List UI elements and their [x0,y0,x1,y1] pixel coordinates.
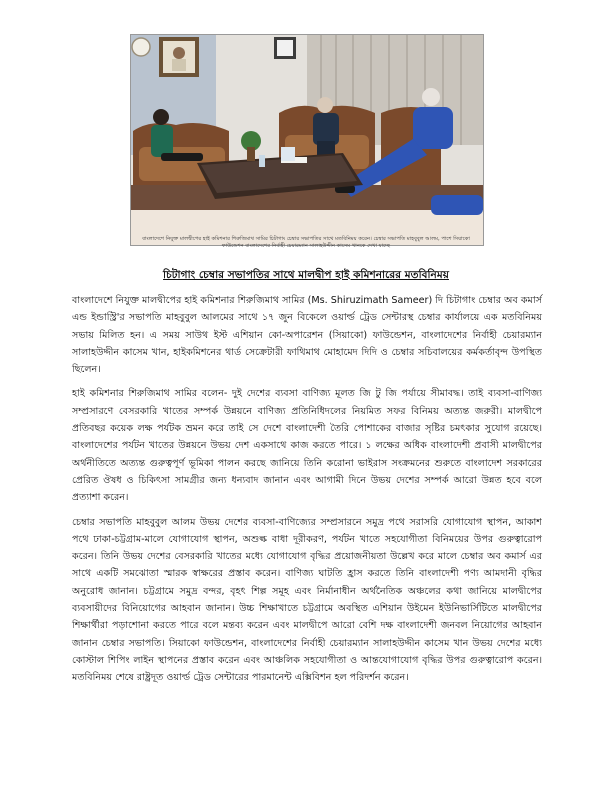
meeting-photo [130,34,484,246]
article-body [72,292,542,694]
meeting-photo-icon [131,35,483,245]
article-headline-text: চিটাগাং চেম্বার সভাপতির সাথে মালদ্বীপ হাই কমিশনারের মতবিনিময় [163,269,449,281]
body-paragraph: হাই কমিশনার শিরুজিমাথ সামির বলেন- দুই দেশের ব্যবসা বাণিজ্য মূলত জি টু জি পর্যায়ে সীমাবদ্ধ। তাই ব্যবসা-বাণিজ্য সম্প্রসারণে বেসরকারি খাতের সম্পর্ক উন্নয়নে বাণিজ্য প্রতিনিধিদলের নিয়মিত সফর বিনিময় অত্যন্ত জরুরী। মালদ্বীপে প্রতিবছর কয়েক লক্ষ পর্যটক ভ্রমন করে তাই সে দেশে বাংলাদেশী তৈরি পোশাকের বাজার সৃষ্টির চমৎকার সুযোগ রয়েছে। বাংলাদেশের পর্যটন খাতের উন্নয়নে উভয় দেশ একসাথে কাজ করতে পারে। ১ লক্ষের অধিক বাংলাদেশী প্রবাসী মালদ্বীপের অর্থনীতিতে অত্যন্ত গুরুত্বপূর্ণ ভূমিকা পালন করছে জানিয়ে তিনি করোনা ভাইরাস সংক্রমনের শুরুতে বাংলাদেশ সরকারের প্রেরিত ঔষধ ও চিকিৎসা সামগ্রীর জন্য ধন্যবাদ জানান এবং আগামী দিনে উভয় দেশের সম্পর্ক আরো উন্নত হবে বলে প্রত্যাশা করেন। [72,388,542,504]
body-paragraph: চেম্বার সভাপতি মাহবুবুল আলম উভয় দেশের ব্যবসা-বাণিজ্যের সম্প্রসারনে সমুদ্র পথে সরাসরি যোগাযোগ স্থাপন, আকাশ পথে ঢাকা-চট্টগ্রাম-মালে যোগাযোগ স্থাপন, অশুল্ক বাধা দূরীকরণ, পর্যটন খাতে সহযোগীতা বিনিময়ের উপর গুরুত্বারোপ করেন। তিনি উভয় দেশের বেসরকারি খাতের মধ্যে যোগাযোগ বৃদ্ধির প্রয়োজনীয়তা উল্লেখ করে মালে চেম্বার অব কমার্স এর সাথে একটি সমঝোতা স্মারক স্বাক্ষরের প্রস্তাব করেন। বাণিজ্য ঘাটতি হ্রাস করতে তিনি বাংলাদেশী পণ্য আমদানী বৃদ্ধির অনুরোধ জানান। চট্টগ্রামে সমুদ্র বন্দর, বৃহৎ শিল্প সমূহ এবং নির্মানাধীন অর্থনৈতিক অঞ্চলের কথা জানিয়ে মালদ্বীপের ব্যবসায়ীদের বিনিয়োগের আহবান জানান। উচ্চ শিক্ষাখাতে চট্টগ্রামে অবস্থিত এশিয়ান উইমেন ইউনিভার্সিটিতে মালদ্বীপের শিক্ষার্থীরা পড়াশোনা করতে পারে বলে মন্তব্য করেন এবং মালদ্বীপে আরো বেশি দক্ষ বাংলাদেশী জনবল নিয়োগের আহবান জানান চেম্বার সভাপতি। সিয়াকো ফাউন্ডেশন, বাংলাদেশের নির্বাহী চেয়ারম্যান সালাহউদ্দীন কাসেম খান উভয় দেশের মধ্যে কোস্টাল শিপিং লাইন স্থাপনের প্রস্তাব করেন এবং আঞ্চলিক সহযোগীতা ও আন্তযোগাযোগ বৃদ্ধির উপর গুরুত্বারোপ করেন। মতবিনিময় শেষে রাষ্ট্রদূত ওয়ার্ল্ড ট্রেড সেন্টারের পারমানেন্ট এক্সিবিশন হল পরিদর্শন করেন। [72,516,542,684]
article-headline [60,268,552,282]
photo-caption: বাংলাদেশে নিযুক্ত মালদ্বীপের হাই কমিশনার শিরুজিমাথ সামির চিটাগাং চেম্বার সভাপতির সাথে মতবিনিময় করেন। চেম্বার সভাপতি মাহবুবুল আলম, পাশে সিয়াকো ফাউন্ডেশন বাংলাদেশের নির্বাহী চেয়ারম্যান সালাহউদ্দীন কাসেম খানকে দেখা যাচ্ছে [142,236,470,249]
body-paragraph: বাংলাদেশে নিযুক্ত মালদ্বীপের হাই কমিশনার শিরুজিমাথ সামির (Ms. Shiruzimath Sameer) দি চিটাগাং চেম্বার অব কমার্স এন্ড ইন্ডাস্ট্রি'র সভাপতি মাহবুবুল আলমের সাথে ১৭ জুন বিকেলে ওয়ার্ল্ড ট্রেড সেন্টারস্থ চেম্বার কার্যালয়ে এক মতবিনিময় সভায় মিলিত হন। এ সময় সাউথ ইস্ট এশিয়ান কো-অপারেশন (সিয়াকো) ফাউন্ডেশন, বাংলাদেশের নির্বাহী চেয়ারম্যান সালাহউদ্দীন কাসেম খান, হাইকমিশনের থার্ড সেক্রেটারী ফাথিমাথ মোহামেদ দিদি ও চেম্বার সচিবালয়ের কর্মকর্তাবৃন্দ উপস্থিত ছিলেন। [72,295,542,376]
